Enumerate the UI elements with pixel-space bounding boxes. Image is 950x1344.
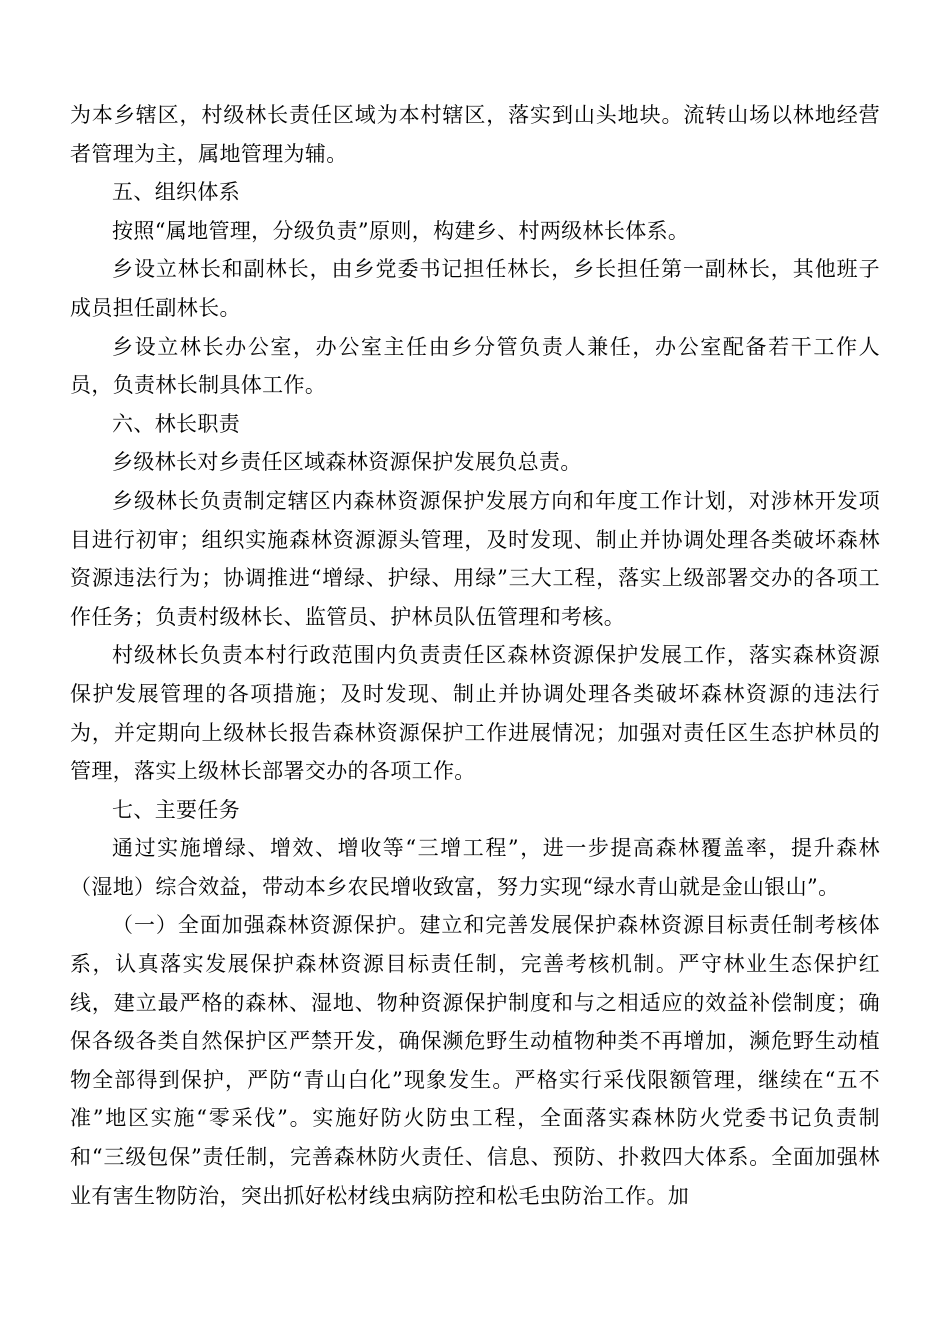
paragraph-task-1: （一）全面加强森林资源保护。建立和完善发展保护森林资源目标责任制考核体系，认真落实发展保护森林资源目标责任制，完善考核机制。严守林业生态保护红线，建立最严格的森林、湿地、物种资源保护制度和与之相适应的效益补偿制度；确保各级各类自然保护区严禁开发，确保濒危野生动植物种类不再增加，濒危野生动植物全部得到保护，严防“青山白化”现象发生。严格实行采伐限额管理，继续在“五不准”地区实施“零采伐”。实施好防火防虫工程，全面落实森林防火党委书记负责制和“三级包保”责任制，完善森林防火责任、信息、预防、扑救四大体系。全面加强林业有害生物防治，突出抓好松材线虫病防控和松毛虫防治工作。加 xyxy=(70,913,880,1208)
section-heading-duties: 六、林长职责 xyxy=(112,411,241,436)
section-heading-organization: 五、组织体系 xyxy=(112,180,241,205)
paragraph-office: 乡设立林长办公室，办公室主任由乡分管负责人兼任，办公室配备若干工作人员，负责林长制具体工作。 xyxy=(70,334,880,398)
paragraph-principle: 按照“属地管理，分级负责”原则，构建乡、村两级林长体系。 xyxy=(112,218,690,243)
paragraph-township-duty-overall: 乡级林长对乡责任区域森林资源保护发展负总责。 xyxy=(112,450,582,475)
paragraph-township-chief: 乡设立林长和副林长，由乡党委书记担任林长，乡长担任第一副林长，其他班子成员担任副林长。 xyxy=(70,257,880,320)
paragraph-tasks-intro: 通过实施增绿、增效、增收等“三增工程”，进一步提高森林覆盖率，提升森林（湿地）综合效益，带动本乡农民增收致富，努力实现“绿水青山就是金山银山”。 xyxy=(70,836,880,899)
paragraph-village-duty: 村级林长负责本村行政范围内负责责任区森林资源保护发展工作，落实森林资源保护发展管理的各项措施；及时发现、制止并协调处理各类破坏森林资源的违法行为，并定期向上级林长报告森林资源保护工作进展情况；加强对责任区生态护林员的管理，落实上级林长部署交办的各项工作。 xyxy=(70,643,880,784)
paragraph-continuation: 为本乡辖区，村级林长责任区域为本村辖区，落实到山头地块。流转山场以林地经营者管理为主，属地管理为辅。 xyxy=(70,103,880,166)
paragraph-township-duty-detail: 乡级林长负责制定辖区内森林资源保护发展方向和年度工作计划，对涉林开发项目进行初审；组织实施森林资源源头管理，及时发现、制止并协调处理各类破坏森林资源违法行为；协调推进“增绿、护绿、用绿”三大工程，落实上级部署交办的各项工作任务；负责村级林长、监管员、护林员队伍管理和考核。 xyxy=(70,488,880,629)
section-heading-tasks: 七、主要任务 xyxy=(112,797,241,822)
